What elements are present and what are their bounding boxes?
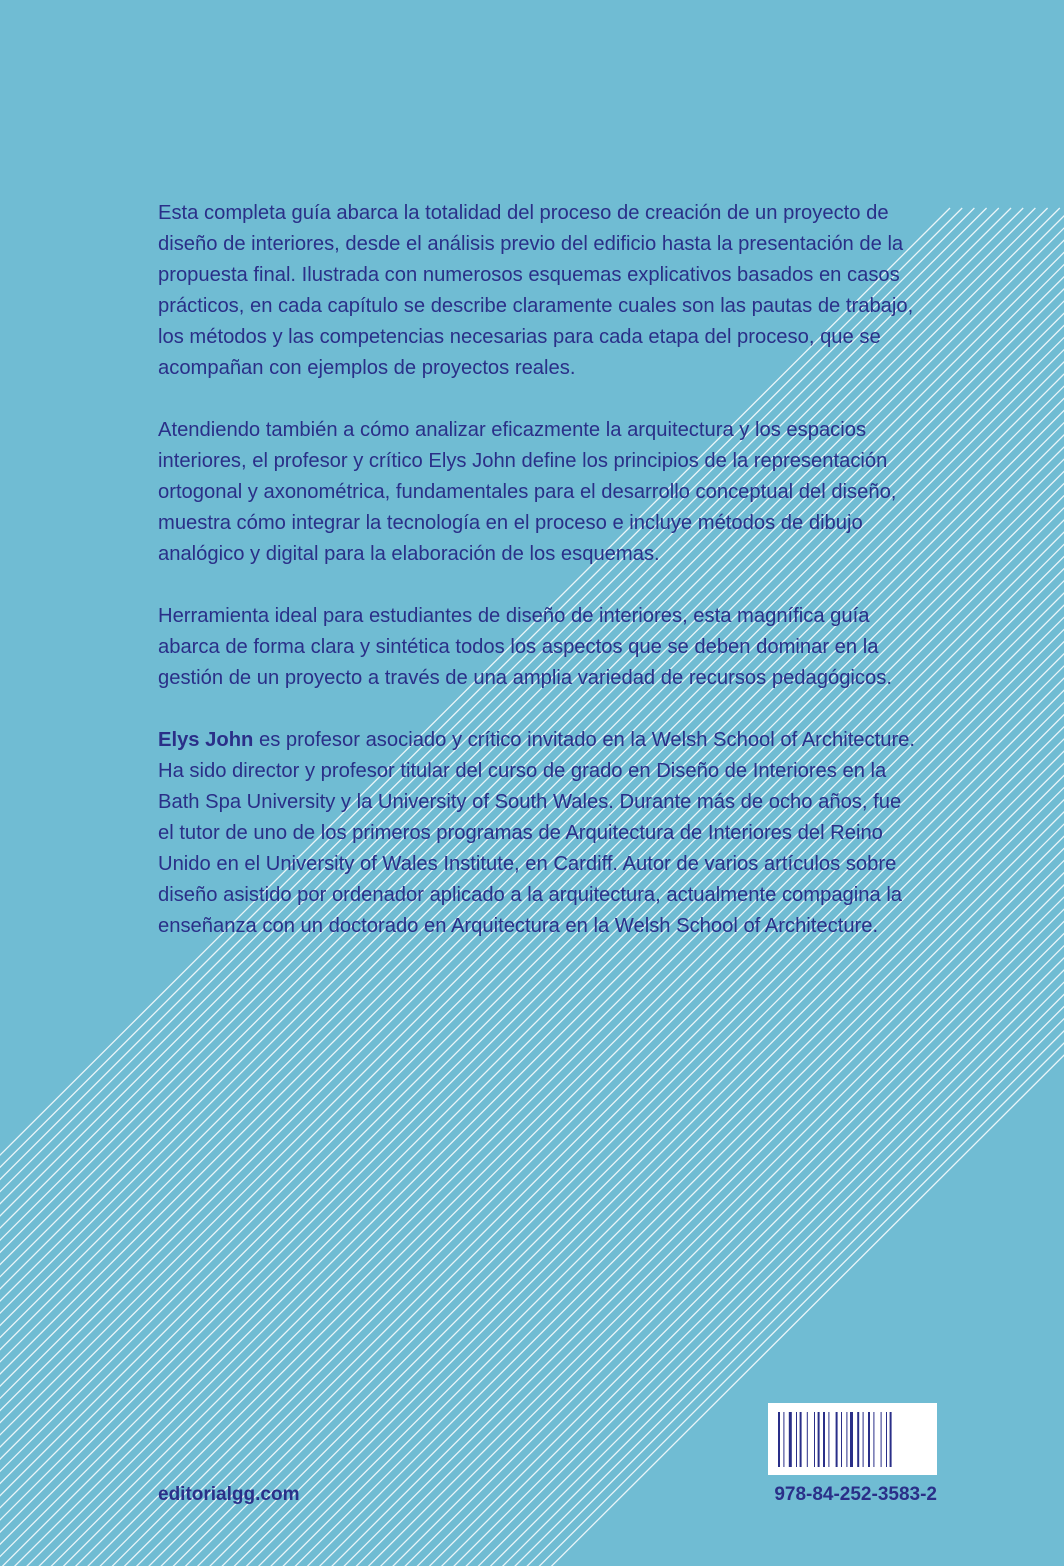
barcode-panel (768, 1403, 937, 1475)
barcode-bar (850, 1412, 853, 1467)
barcode-bar (863, 1412, 864, 1467)
barcode-bar (783, 1412, 784, 1467)
barcode-bar (873, 1412, 874, 1467)
author-bio-text: es profesor asociado y crítico invitado en la Welsh School of Architecture. Ha sido director y profesor titular del curso de grado en Diseño de Interiores en la Bath Spa University y la University of South Wales. Durante más de ocho años, fue el tutor de uno de los primeros programas de Arquitectura de Interiores del Reino Unido en el University of Wales Institute, en Cardiff. Autor de varios artículos sobre diseño asistido por ordenador aplicado a la arquitectura, actualmente compagina la enseñanza con un doctorado en Arquitectura en la Welsh School of Architecture. (158, 729, 916, 937)
author-name: Elys John (158, 729, 254, 751)
isbn-number: 978-84-252-3583-2 (774, 1484, 937, 1505)
back-cover-text (158, 198, 918, 973)
barcode-bar (841, 1412, 842, 1467)
barcode-bar (890, 1412, 892, 1467)
barcode-bar (846, 1412, 847, 1467)
barcode-bar (857, 1412, 859, 1467)
barcode-bar (881, 1412, 882, 1467)
barcode-bar (789, 1412, 792, 1467)
barcode-bar (814, 1412, 815, 1467)
publisher-website: editorialgg.com (158, 1484, 300, 1505)
barcode-bar (868, 1412, 870, 1467)
barcode-bar (886, 1412, 887, 1467)
description-paragraph-1: Esta completa guía abarca la totalidad del proceso de creación de un proyecto de diseño de interiores, desde el análisis previo del edificio hasta la presentación de la propuesta final. Ilustrada con numerosos esquemas explicativos basados en casos prácticos, en cada capítulo se describe claramente cuales son las pautas de trabajo, los métodos y las competencias necesarias para cada etapa del proceso, que se acompañan con ejemplos de proyectos reales. (158, 202, 914, 379)
description-paragraph-3: Herramienta ideal para estudiantes de diseño de interiores, esta magnífica guía abarca de forma clara y sintética todos los aspectos que se deben dominar en la gestión de un proyecto a través de una amplia variedad de recursos pedagógicos. (158, 605, 892, 689)
barcode-bar (807, 1412, 808, 1467)
barcode-bar (823, 1412, 825, 1467)
barcode-bar (836, 1412, 838, 1467)
barcode-bar (778, 1412, 780, 1467)
description-paragraph-2: Atendiendo también a cómo analizar eficazmente la arquitectura y los espacios interiores, el profesor y crítico Elys John define los principios de la representación ortogonal y axonométrica, fundamentales para el desarrollo conceptual del diseño, muestra cómo integrar la tecnología en el proceso e incluye métodos de dibujo analógico y digital para la elaboración de los esquemas. (158, 419, 897, 565)
barcode-bar (818, 1412, 820, 1467)
barcode-icon (778, 1412, 928, 1467)
barcode-bar (800, 1412, 802, 1467)
barcode-bar (796, 1412, 797, 1467)
barcode-bar (828, 1412, 829, 1467)
author-bio-paragraph (158, 725, 918, 942)
